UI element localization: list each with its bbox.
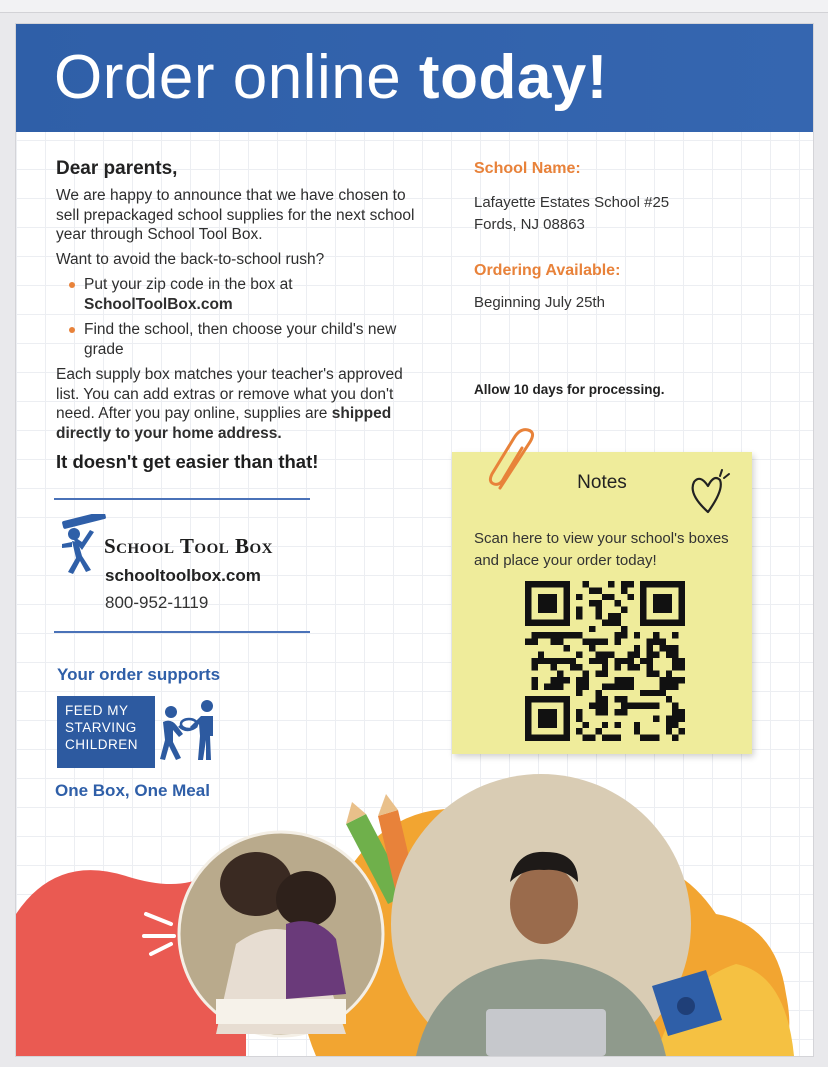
logo-line: STARVING [65, 720, 137, 735]
note-title: Notes [577, 472, 627, 493]
mother-daughter-photo [179, 832, 383, 1036]
fmsc-logo-text [57, 696, 155, 768]
intro-paragraph: We are happy to announce that we have chosen to sell prepackaged school supplies for the next school year through School Tool Box. [56, 187, 415, 243]
greeting: Dear parents, [56, 158, 178, 179]
company-url[interactable]: schooltoolbox.com [105, 566, 261, 585]
processing-note: Allow 10 days for processing. [474, 382, 665, 397]
letter-section [56, 158, 416, 473]
school-name-label: School Name: [474, 160, 581, 177]
school-name: Lafayette Estates School #25 [474, 194, 670, 211]
website-link[interactable]: SchoolToolBox.com [84, 295, 233, 313]
list-item: Find the school, then choose your child's new grade [84, 320, 416, 359]
people-sharing-meal-icon [153, 696, 219, 768]
logo-line: CHILDREN [65, 737, 139, 752]
bullet1-text: Put your zip code in the box at [84, 276, 293, 293]
divider-bottom [54, 631, 310, 633]
heart-doodle-icon [686, 468, 732, 516]
ordering-date: Beginning July 25th [474, 294, 605, 311]
school-info-section [474, 158, 774, 314]
company-phone: 800-952-1119 [105, 593, 209, 612]
body-bold-text: shipped directly to your home address. [56, 405, 392, 442]
charity-motto: One Box, One Meal [55, 781, 210, 800]
supports-heading: Your order supports [57, 665, 221, 684]
paperclip-icon [486, 428, 546, 498]
ordering-label: Ordering Available: [474, 262, 621, 279]
body-text: Each supply box matches your teacher's approved list. You can add extras or remove what you don't need. After you pay online, supplies are [56, 366, 403, 422]
list-item [84, 275, 416, 314]
school-city: Fords, NJ 08863 [474, 216, 585, 233]
divider-top [54, 498, 310, 500]
steps-list [56, 275, 416, 359]
logo-line: FEED MY [65, 703, 129, 718]
question-paragraph: Want to avoid the back-to-school rush? [56, 250, 325, 268]
company-name: School Tool Box [104, 534, 273, 558]
family-illustration [16, 764, 813, 1056]
title-light: Order online [54, 43, 419, 112]
qr-code[interactable] [525, 581, 685, 741]
title-bold: today! [418, 43, 608, 112]
closing-line: It doesn't get easier than that! [56, 451, 319, 472]
flyer-page [16, 24, 813, 1056]
header-banner [16, 24, 813, 132]
page-title [54, 42, 608, 114]
feed-my-starving-children-logo [57, 696, 217, 768]
body-paragraph [56, 365, 416, 443]
browser-top-bar [0, 0, 828, 13]
note-text: Scan here to view your school's boxes and place your order today! [474, 530, 729, 569]
